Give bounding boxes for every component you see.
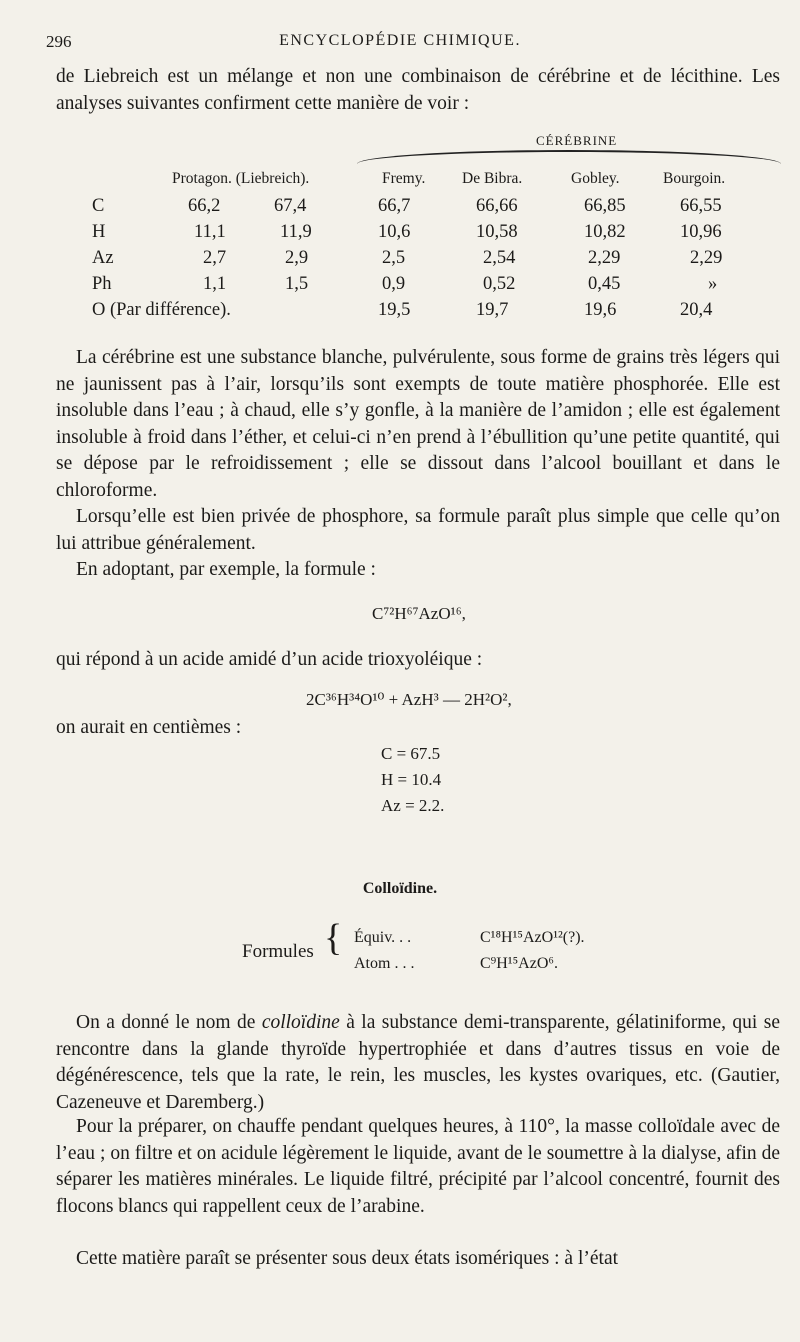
cell-c-gobley: 66,85 [584,196,626,216]
isomeriques-paragraph: Cette matière paraît se présenter sous deux états isomériques : à l’état [76,1248,619,1269]
cell-az-bourgoin: 2,29 [690,248,723,268]
centieme-h: H = 10.4 [381,770,442,789]
cell-o-bibra: 19,7 [476,300,509,320]
formules-equiv-label: Équiv. . . [354,929,412,946]
cell-c-protagon: 66,2 [188,196,221,216]
cell-ph-gobley: 0,45 [588,274,621,294]
cell-h-protagon: 11,1 [194,222,226,242]
row-label-o: O (Par différence). [92,300,231,320]
section-title-colloidine: Colloïdine. [362,880,438,897]
formula-main: C⁷²H⁶⁷AzO¹⁶, [372,604,466,623]
row-label-c: C [92,196,105,216]
col-header-bibra: De Bibra. [462,170,523,187]
cell-ph-liebreich: 1,5 [285,274,309,294]
row-label-ph: Ph [92,274,112,294]
col-header-bourgoin: Bourgoin. [663,170,726,187]
cell-h-bibra: 10,58 [476,222,518,242]
centieme-c: C = 67.5 [381,744,441,763]
cerebrine-brace [357,150,781,164]
cell-ph-bourgoin: » [708,274,718,294]
cerebrine-group-label: CÉRÉBRINE [536,133,618,148]
col-header-fremy: Fremy. [382,170,426,187]
colloidine-paragraph: On a donné le nom de colloïdine à la substance demi-transparente, gélatiniforme, qui se rencontre dans la glande thyroïde hypertrophiée et dans d’autres tissus en voie de dégénérescence, tels que la rate, le rein, les muscles, les kystes ovariques, etc. (Gautier, Cazeneuve et Daremberg.) [56,1012,780,1113]
col-header-gobley: Gobley. [571,170,620,187]
cell-o-bourgoin: 20,4 [680,300,713,320]
page-number: 296 [46,32,72,51]
cell-az-liebreich: 2,9 [285,248,309,268]
cell-az-bibra: 2,54 [483,248,516,268]
cell-c-fremy: 66,7 [378,196,411,216]
formules-label: Formules [242,941,314,962]
cell-c-bourgoin: 66,55 [680,196,722,216]
adoptant-paragraph: En adoptant, par exemple, la formule : [76,559,376,580]
running-title: ENCYCLOPÉDIE CHIMIQUE. [279,32,521,49]
cell-ph-protagon: 1,1 [203,274,227,294]
cell-az-protagon: 2,7 [203,248,227,268]
row-label-az: Az [92,248,114,268]
cell-ph-fremy: 0,9 [382,274,406,294]
cell-h-liebreich: 11,9 [280,222,312,242]
cell-h-fremy: 10,6 [378,222,411,242]
formules-atom-value: C⁹H¹⁵AzO⁶. [480,955,558,972]
cell-ph-bibra: 0,52 [483,274,516,294]
preparer-paragraph: Pour la préparer, on chauffe pendant quelques heures, à 110°, la masse colloïdale avec de l’eau ; on filtre et on acidule légèrement le liquide, avant de le soumettre à la dialyse, afin de séparer les matières minérales. Le liquide filtré, précipité par l’alcool concentré, fournit des flocons blancs qui rappellent ceux de l’arabine. [56,1116,780,1217]
intro-paragraph: de Liebreich est un mélange et non une combinaison de cérébrine et de lécithine. Les analyses suivantes confirment cette manière de voir : [56,66,780,114]
formula-reaction: 2C³⁶H³⁴O¹⁰ + AzH³ — 2H²O², [306,690,512,709]
row-label-h: H [92,222,106,242]
cell-o-fremy: 19,5 [378,300,411,320]
cell-c-liebreich: 67,4 [274,196,307,216]
cell-az-gobley: 2,29 [588,248,621,268]
phosphore-paragraph: Lorsqu’elle est bien privée de phosphore, sa formule paraît plus simple que celle qu’on lui attribue généralement. [56,506,780,554]
col-header-protagon: Protagon. (Liebreich). [172,170,310,187]
centiemes-paragraph: on aurait en centièmes : [56,717,242,738]
formules-equiv-value: C¹⁸H¹⁵AzO¹²(?). [480,929,585,946]
repond-paragraph: qui répond à un acide amidé d’un acide trioxyoléique : [56,649,483,670]
formules-atom-label: Atom . . . [354,955,415,972]
cell-h-gobley: 10,82 [584,222,626,242]
cell-o-gobley: 19,6 [584,300,617,320]
cell-c-bibra: 66,66 [476,196,518,216]
cell-h-bourgoin: 10,96 [680,222,722,242]
cerebrine-paragraph: La cérébrine est une substance blanche, pulvérulente, sous forme de grains très légers qui ne jaunissent pas à l’air, lorsqu’ils sont exempts de toute matière phosphorée. Elle est insoluble dans l’eau ; à chaud, elle s’y gonfle, à la manière de l’amidon ; elle est également insoluble à froid dans l’éther, et celui-ci n’en prend à l’ébullition qu’une petite quantité, qui se dépose par le refroidissement ; elle se dissout dans l’alcool bouillant et dans le chloroforme. [56,347,780,501]
cell-az-fremy: 2,5 [382,248,406,268]
formules-brace: { [324,917,343,959]
centieme-az: Az = 2.2. [381,796,445,815]
